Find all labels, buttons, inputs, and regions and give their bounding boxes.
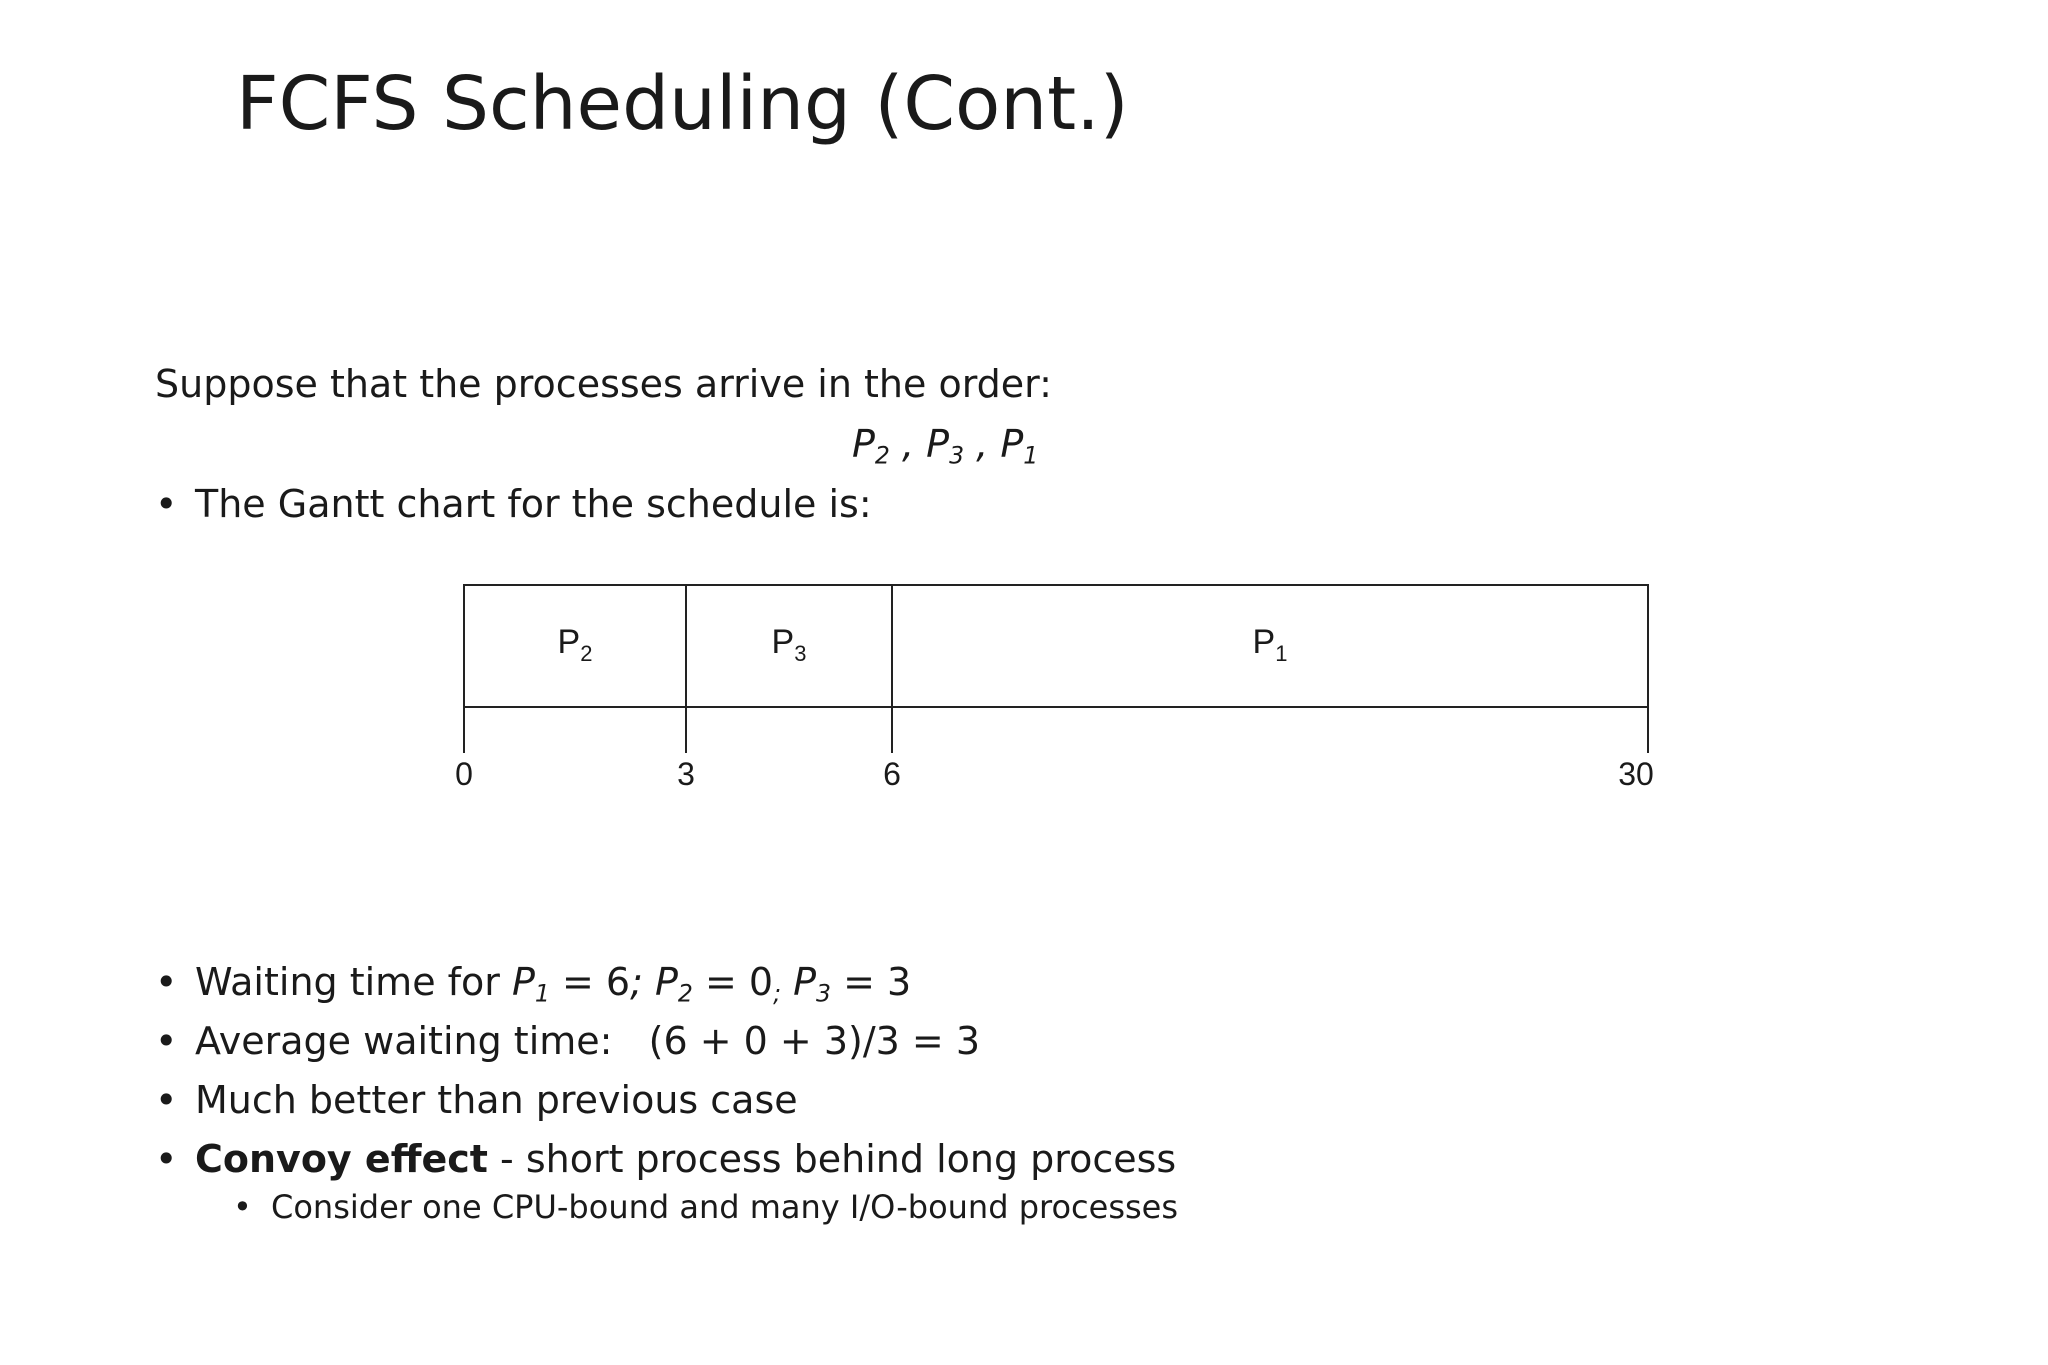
arrival-item-p3: $P_3$ [926, 422, 965, 470]
bullet-average-text: Average waiting time: (6 + 0 + 3)/3 = 3 [195, 1019, 981, 1063]
bullet-convoy [155, 1137, 1176, 1183]
arrival-order: $P_2$ , $P_3$ , $P_1$ [852, 422, 1039, 470]
arrival-item-p2: $P_2$ [852, 422, 890, 470]
bullet-average [155, 1019, 980, 1065]
gantt-tick-label: 30 [1618, 756, 1654, 792]
bullet-dot: • [155, 960, 178, 1004]
bullet-waiting: • Waiting time for $P_1 = 6$; $P_2 = 0_;$ $P_3 = 3$ [155, 960, 912, 1008]
slide-title: FCFS Scheduling (Cont.) [236, 61, 1129, 147]
waiting-p2: $P_2$ [642, 960, 693, 1008]
bullet-gantt-text: The Gantt chart for the schedule is: [195, 482, 872, 526]
arrival-item-p1: $P_1$ [1000, 422, 1039, 470]
sub-bullet-dot: • [233, 1188, 252, 1226]
waiting-p1: $P_1$ [512, 960, 550, 1008]
bullet-gantt [155, 482, 872, 528]
bullet-dot: • [155, 1078, 178, 1122]
waiting-p3: $P_3$ [781, 960, 831, 1008]
convoy-effect-desc: - short process behind long process [487, 1137, 1177, 1181]
sub-bullet-convoy [233, 1188, 1178, 1226]
gantt-chart-svg [440, 575, 1680, 805]
intro-text: Suppose that the processes arrive in the order: [155, 362, 1052, 406]
gantt-segment-label: $P_1$ [1252, 623, 1288, 666]
gantt-chart [440, 575, 1680, 805]
gantt-tick-label: 3 [677, 756, 695, 792]
gantt-tick-label: 6 [883, 756, 901, 792]
bullet-dot: • [155, 1019, 178, 1063]
bullet-dot: • [155, 1137, 178, 1181]
gantt-segment-label: $P_2$ [557, 623, 593, 666]
bullet-better [155, 1078, 798, 1124]
gantt-segment-label: $P_3$ [771, 623, 807, 666]
gantt-tick-label: 0 [455, 756, 473, 792]
bullet-better-text: Much better than previous case [195, 1078, 798, 1122]
convoy-effect-term: Convoy effect [195, 1137, 488, 1181]
sub-bullet-convoy-text: Consider one CPU-bound and many I/O-bound processes [271, 1188, 1179, 1226]
bullet-dot: • [155, 482, 178, 526]
